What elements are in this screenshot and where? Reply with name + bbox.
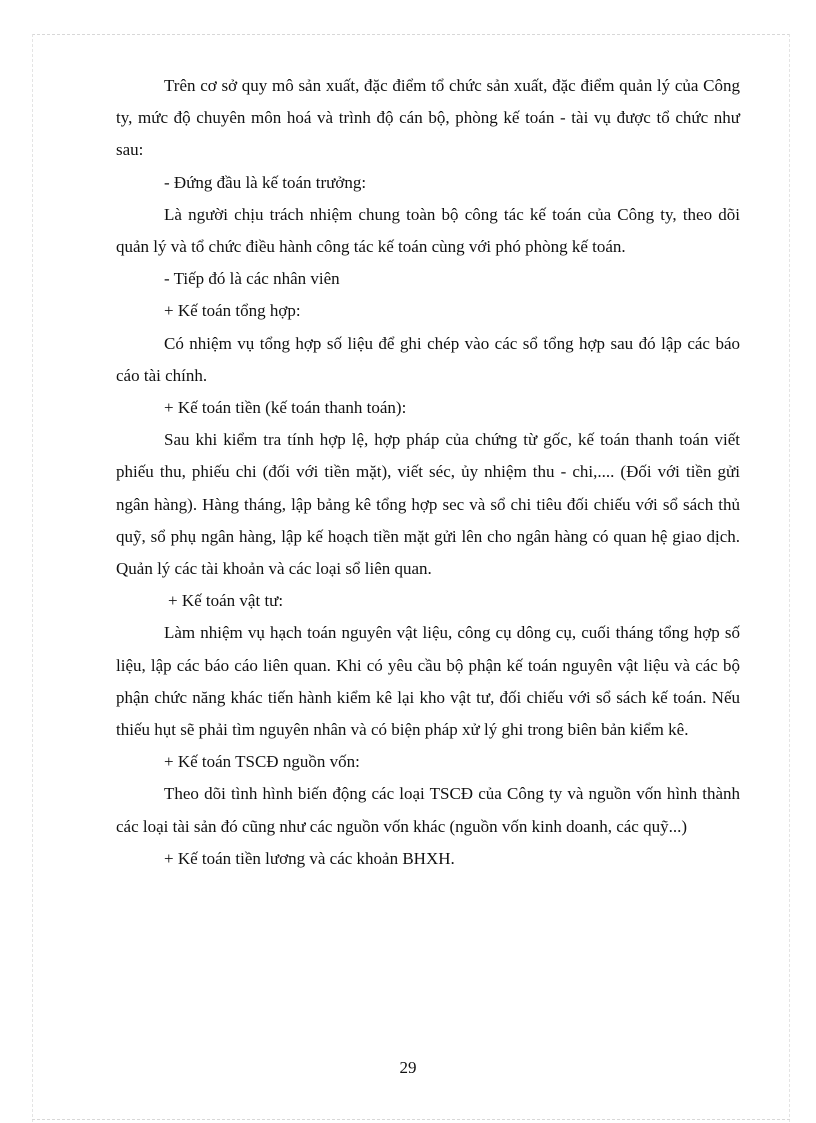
- item-staff-heading: - Tiếp đó là các nhân viên: [164, 269, 340, 289]
- subitem-fixed-assets-heading: + Kế toán TSCĐ nguồn vốn:: [164, 752, 360, 772]
- page-bottom-border: [32, 1119, 790, 1120]
- item-chief-accountant-heading: - Đứng đầu là kế toán trưởng:: [164, 172, 367, 192]
- document-body: [116, 70, 740, 875]
- subitem-cash-accounting-heading: + Kế toán tiền (kế toán thanh toán):: [164, 398, 407, 418]
- page-number: 29: [399, 1058, 417, 1077]
- paragraph-chief-accountant: Là người chịu trách nhiệm chung toàn bộ công tác kế toán của Công ty, theo dõi quản lý và tổ chức điều hành công tác kế toán cùng với phó phòng kế toán.: [116, 204, 740, 257]
- paragraph-intro: Trên cơ sở quy mô sản xuất, đặc điểm tổ chức sản xuất, đặc điểm quản lý của Công ty, mức độ chuyên môn hoá và trình độ cán bộ, phòng kế toán - tài vụ được tổ chức như sau:: [116, 76, 740, 160]
- subitem-general-accounting-heading: + Kế toán tổng hợp:: [164, 301, 301, 321]
- paragraph-materials-accounting: Làm nhiệm vụ hạch toán nguyên vật liệu, công cụ dông cụ, cuối tháng tổng hợp số liệu, lập các báo cáo liên quan. Khi có yêu cầu bộ phận kế toán nguyên vật liệu và các bộ phận chức năng khác tiến hành kiểm kê lại kho vật tư, đối chiếu với sổ sách kế toán. Nếu thiếu hụt sẽ phải tìm nguyên nhân và có biện pháp xử lý ghi trong biên bản kiểm kê.: [116, 623, 740, 740]
- subitem-materials-accounting-heading: + Kế toán vật tư:: [168, 591, 284, 611]
- subitem-payroll-heading: + Kế toán tiền lương và các khoản BHXH.: [164, 848, 455, 868]
- paragraph-general-accounting: Có nhiệm vụ tổng hợp số liệu để ghi chép vào các sổ tổng hợp sau đó lập các báo cáo tài chính.: [116, 333, 740, 385]
- paragraph-fixed-assets: Theo dõi tình hình biến động các loại TSCĐ của Công ty và nguồn vốn hình thành các loại tài sản đó cũng như các nguồn vốn khác (nguồn vốn kinh doanh, các quỹ...): [116, 784, 740, 836]
- paragraph-cash-accounting: Sau khi kiểm tra tính hợp lệ, hợp pháp của chứng từ gốc, kế toán thanh toán viết phiếu thu, phiếu chi (đối với tiền mặt), viết séc, ủy nhiệm thu - chi,.... (Đối với tiền gửi ngân hàng). Hàng tháng, lập bảng kê tổng hợp sec và sổ chi tiêu đối chiếu với sổ sách thủ quỹ, sổ phụ ngân hàng, lập kế hoạch tiền mặt gửi lên cho ngân hàng có quan hệ giao dịch. Quản lý các tài khoản và các loại sổ liên quan.: [116, 430, 740, 579]
